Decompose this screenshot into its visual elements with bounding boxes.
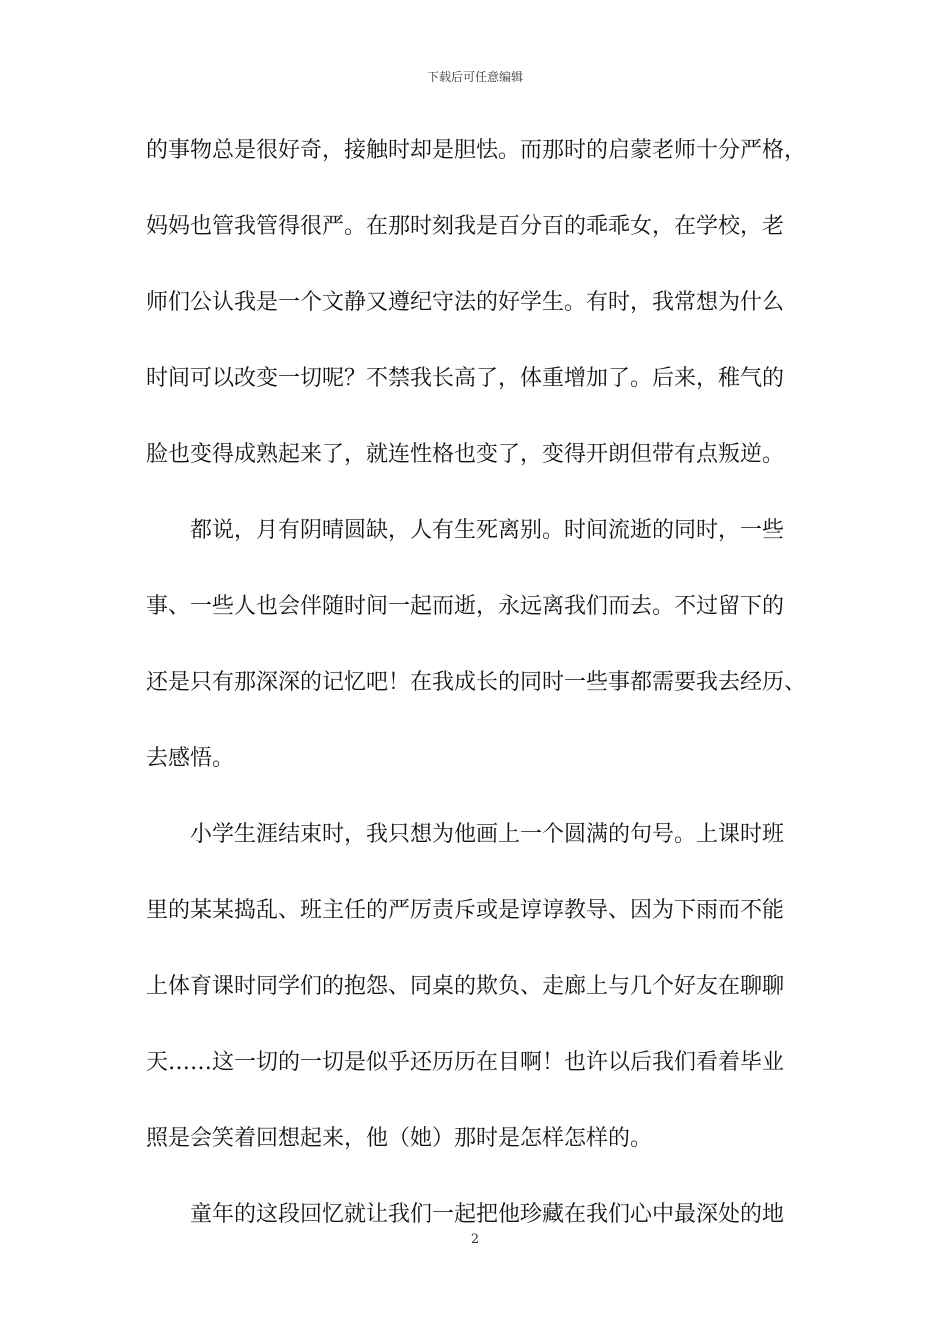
text-line: 都说，月有阴晴圆缺，人有生死离别。时间流逝的同时，一些 xyxy=(190,518,785,543)
text-line: 脸也变得成熟起来了，就连性格也变了，变得开朗但带有点叛逆。 xyxy=(146,442,785,467)
text-line: 的事物总是很好奇，接触时却是胆怯。而那时的启蒙老师十分严格， xyxy=(146,138,807,163)
text-line: 里的某某捣乱、班主任的严厉责斥或是谆谆教导、因为下雨而不能 xyxy=(146,898,785,923)
text-line: 还是只有那深深的记忆吧！在我成长的同时一些事都需要我去经历、 xyxy=(146,670,807,695)
text-line: 天……这一切的一切是似乎还历历在目啊！也许以后我们看着毕业 xyxy=(146,1050,785,1075)
page-number: 2 xyxy=(470,1232,480,1247)
text-line: 小学生涯结束时，我只想为他画上一个圆满的句号。上课时班 xyxy=(190,822,785,847)
text-line: 童年的这段回忆就让我们一起把他珍藏在我们心中最深处的地 xyxy=(190,1202,785,1227)
text-line: 事、一些人也会伴随时间一起而逝，永远离我们而去。不过留下的 xyxy=(146,594,785,619)
body-text xyxy=(146,126,806,1266)
text-line: 照是会笑着回想起来，他（她）那时是怎样怎样的。 xyxy=(146,1126,653,1151)
text-line: 去感悟。 xyxy=(146,746,235,771)
text-line: 上体育课时同学们的抱怨、同桌的欺负、走廊上与几个好友在聊聊 xyxy=(146,974,785,999)
text-line: 师们公认我是一个文静又遵纪守法的好学生。有时，我常想为什么 xyxy=(146,290,785,315)
page-header: 下载后可任意编辑 xyxy=(426,70,523,84)
text-line: 时间可以改变一切呢？不禁我长高了，体重增加了。后来，稚气的 xyxy=(146,366,785,391)
text-line: 妈妈也管我管得很严。在那时刻我是百分百的乖乖女，在学校，老 xyxy=(146,214,785,239)
